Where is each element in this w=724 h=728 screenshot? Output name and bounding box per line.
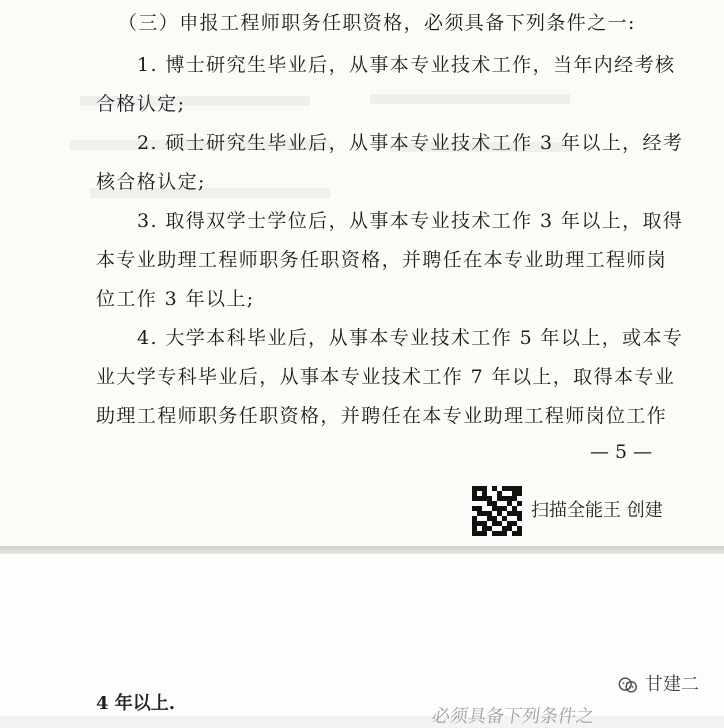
item-3-line-2: 本专业助理工程师职务任职资格，并聘任在本专业助理工程师岗 — [96, 249, 668, 271]
section-heading: （三）申报工程师职务任职资格，必须具备下列条件之一: — [118, 12, 636, 34]
qr-code-icon — [472, 486, 522, 536]
item-4-line-3: 助理工程师职务任职资格，并聘任在本专业助理工程师岗位工作 — [96, 405, 668, 427]
item-3-line-1: 3. 取得双学士学位后，从事本专业技术工作 3 年以上，取得 — [137, 210, 684, 232]
document-page-bottom — [0, 554, 724, 716]
wechat-account-icon — [617, 674, 639, 696]
item-1-line-1: 1. 博士研究生毕业后，从事本专业技术工作，当年内经考核 — [137, 54, 676, 76]
next-page-first-line: 4 年以上. — [96, 693, 176, 714]
page-number: — 5 — — [590, 441, 653, 463]
item-2-line-2: 核合格认定; — [96, 171, 206, 193]
item-1-line-2: 合格认定; — [96, 93, 186, 115]
page-separator — [0, 546, 724, 554]
next-page-bleed-text: 必须具备下列条件之 — [430, 706, 596, 727]
item-4-line-1: 4. 大学本科毕业后，从事本专业技术工作 5 年以上，或本专 — [137, 327, 684, 349]
scanner-watermark: 扫描全能王 创建 — [531, 500, 663, 521]
item-3-line-3: 位工作 3 年以上; — [96, 288, 255, 310]
item-2-line-1: 2. 硕士研究生毕业后，从事本专业技术工作 3 年以上，经考 — [137, 132, 684, 154]
account-badge — [617, 674, 699, 696]
item-4-line-2: 业大学专科毕业后，从事本专业技术工作 7 年以上，取得本专业 — [96, 366, 676, 388]
account-name: 甘建二 — [645, 674, 699, 695]
